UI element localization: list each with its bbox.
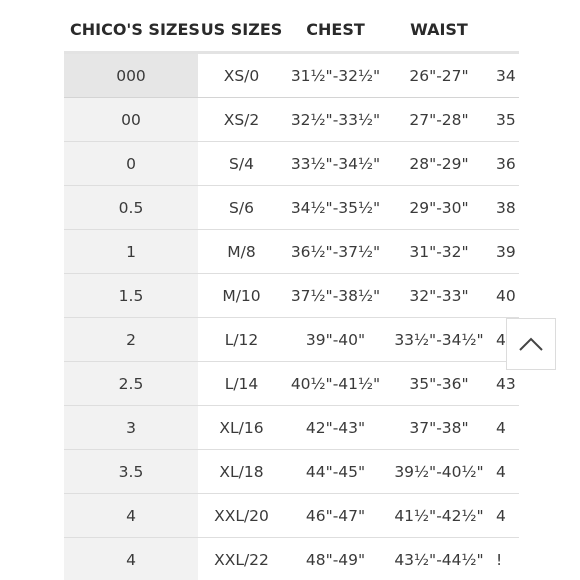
waist-cell: 33½"-34½" — [386, 318, 492, 362]
table-row — [64, 53, 519, 98]
hip-cell: 43 — [492, 362, 519, 406]
header-row — [64, 8, 519, 53]
waist-cell: 28"-29" — [386, 142, 492, 186]
chest-cell: 33½"-34½" — [285, 142, 386, 186]
chico-size-cell: 2 — [64, 318, 198, 362]
waist-cell: 26"-27" — [386, 53, 492, 98]
waist-cell: 35"-36" — [386, 362, 492, 406]
us-size-cell: L/14 — [198, 362, 285, 406]
us-size-cell: XXL/22 — [198, 538, 285, 580]
waist-cell: 27"-28" — [386, 98, 492, 142]
hip-cell: 4 — [492, 406, 519, 450]
table-row — [64, 186, 519, 230]
hip-cell: 38 — [492, 186, 519, 230]
table-row — [64, 230, 519, 274]
chest-cell: 31½"-32½" — [285, 53, 386, 98]
chest-cell: 42"-43" — [285, 406, 386, 450]
chest-cell: 44"-45" — [285, 450, 386, 494]
chico-size-cell: 1.5 — [64, 274, 198, 318]
chico-size-cell: 00 — [64, 98, 198, 142]
table-row — [64, 318, 519, 362]
hip-cell: ! — [492, 538, 519, 580]
header-hip — [492, 8, 519, 53]
waist-cell: 41½"-42½" — [386, 494, 492, 538]
hip-cell: 39 — [492, 230, 519, 274]
chico-size-cell: 1 — [64, 230, 198, 274]
chico-size-cell: 2.5 — [64, 362, 198, 406]
table-row — [64, 494, 519, 538]
chest-cell: 40½"-41½" — [285, 362, 386, 406]
header-chicos-sizes: CHICO'S SIZES — [64, 8, 198, 53]
scroll-to-top-button[interactable] — [506, 318, 556, 370]
chico-size-cell: 4 — [64, 538, 198, 580]
hip-cell: 35 — [492, 98, 519, 142]
size-chart-table — [64, 8, 519, 580]
header-chest: CHEST — [285, 8, 386, 53]
us-size-cell: XL/18 — [198, 450, 285, 494]
table-row — [64, 274, 519, 318]
us-size-cell: L/12 — [198, 318, 285, 362]
us-size-cell: XL/16 — [198, 406, 285, 450]
hip-cell: 4 — [492, 494, 519, 538]
chest-cell: 39"-40" — [285, 318, 386, 362]
waist-cell: 39½"-40½" — [386, 450, 492, 494]
chest-cell: 37½"-38½" — [285, 274, 386, 318]
us-size-cell: S/4 — [198, 142, 285, 186]
size-chart-scroll-area[interactable] — [64, 8, 519, 580]
waist-cell: 32"-33" — [386, 274, 492, 318]
us-size-cell: S/6 — [198, 186, 285, 230]
chest-cell: 36½"-37½" — [285, 230, 386, 274]
table-row — [64, 362, 519, 406]
header-us-sizes: US SIZES — [198, 8, 285, 53]
table-row — [64, 450, 519, 494]
chest-cell: 46"-47" — [285, 494, 386, 538]
table-row — [64, 142, 519, 186]
table-row — [64, 406, 519, 450]
waist-cell: 43½"-44½" — [386, 538, 492, 580]
chico-size-cell: 3 — [64, 406, 198, 450]
chico-size-cell: 0.5 — [64, 186, 198, 230]
us-size-cell: XS/2 — [198, 98, 285, 142]
header-waist: WAIST — [386, 8, 492, 53]
chico-size-cell: 3.5 — [64, 450, 198, 494]
chico-size-cell: 4 — [64, 494, 198, 538]
table-row — [64, 98, 519, 142]
us-size-cell: M/8 — [198, 230, 285, 274]
waist-cell: 37"-38" — [386, 406, 492, 450]
hip-cell: 4 — [492, 318, 519, 362]
hip-cell: 40 — [492, 274, 519, 318]
chest-cell: 32½"-33½" — [285, 98, 386, 142]
chest-cell: 34½"-35½" — [285, 186, 386, 230]
hip-cell: 36 — [492, 142, 519, 186]
chico-size-cell: 0 — [64, 142, 198, 186]
us-size-cell: XS/0 — [198, 53, 285, 98]
chevron-up-icon — [517, 335, 545, 353]
us-size-cell: XXL/20 — [198, 494, 285, 538]
chico-size-cell: 000 — [64, 53, 198, 98]
chest-cell: 48"-49" — [285, 538, 386, 580]
us-size-cell: M/10 — [198, 274, 285, 318]
table-row — [64, 538, 519, 580]
hip-cell: 4 — [492, 450, 519, 494]
hip-cell: 34 — [492, 53, 519, 98]
waist-cell: 31"-32" — [386, 230, 492, 274]
waist-cell: 29"-30" — [386, 186, 492, 230]
